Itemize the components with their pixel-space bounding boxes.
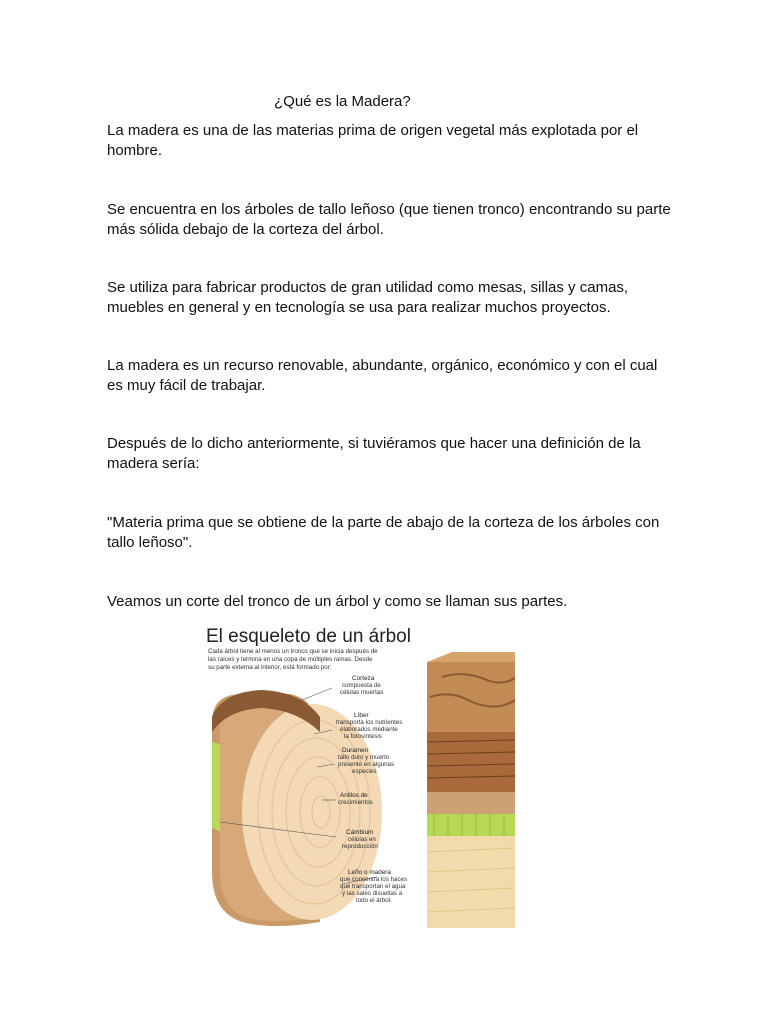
cambium-layer <box>212 742 220 832</box>
paragraph-5: Después de lo dicho anteriormente, si tuviéramos que hacer una definición de la madera sería: <box>107 435 641 472</box>
label-corteza-line-2: células muertas <box>340 689 384 696</box>
label-anillos-line-1: crecimientos <box>338 799 373 806</box>
paragraph-7: Veamos un corte del tronco de un árbol y como se llaman sus partes. <box>107 593 568 610</box>
label-leno-line-3: y las sales disueltas a <box>342 890 403 897</box>
tree-cross-section-figure <box>202 622 522 934</box>
paragraph-1: La madera es una de las materias prima de origen vegetal más explotada por el hombre. <box>107 122 639 159</box>
label-duramen-line-2: presente en algunas <box>338 761 395 768</box>
paragraph-4: La madera es un recurso renovable, abundante, orgánico, económico y con el cual es muy fácil de trabajar. <box>107 357 658 394</box>
label-duramen-line-3: especies <box>352 768 377 775</box>
paragraph-2: Se encuentra en los árboles de tallo leñoso (que tienen tronco) encontrando su parte más sólida debajo de la corteza del árbol. <box>107 201 671 238</box>
label-duramen-line-1: tallo duro y muerto <box>338 754 390 761</box>
figure-intro-line-3: su parte externa al interior, está formado por: <box>208 664 332 671</box>
figure-intro-line-1: Cada árbol tiene al menos un tronco que se inicia después de <box>208 648 378 655</box>
label-leno-line-2: que transportan el agua <box>340 883 406 890</box>
label-anillos: Anillos de <box>340 792 368 799</box>
cambium-band <box>427 814 515 836</box>
label-cambium-line-1: células en <box>348 836 376 843</box>
figure-title: El esqueleto de un árbol <box>206 626 411 647</box>
label-leno-line-1: que concentra los haces <box>340 876 408 883</box>
label-liber-line-1: transporta los nutrientes <box>336 719 403 726</box>
label-liber-line-3: la fotosíntesis <box>344 733 382 740</box>
label-cambium: Cámbium <box>346 829 374 836</box>
label-corteza: Corteza <box>352 675 375 682</box>
label-leno-line-4: todo el árbol. <box>356 897 392 904</box>
label-leno: Leño o madera <box>348 869 391 876</box>
figure-intro-line-2: las raíces y termina en una copa de múltiples ramas. Desde <box>208 656 373 663</box>
page-title: ¿Qué es la Madera? <box>274 93 411 110</box>
layer-detail-column <box>427 652 515 928</box>
paragraph-3: Se utiliza para fabricar productos de gran utilidad como mesas, sillas y camas, muebles en general y en tecnología se usa para realizar muchos proyectos. <box>107 279 629 316</box>
label-corteza-line-1: compuesta de <box>342 682 381 689</box>
paragraph-6: "Materia prima que se obtiene de la parte de abajo de la corteza de los árboles con tallo leñoso". <box>107 514 660 551</box>
label-liber: Líber <box>354 712 369 719</box>
label-duramen: Duramen <box>342 747 369 754</box>
label-cambium-line-2: reproducción <box>342 843 378 850</box>
label-liber-line-2: elaborados mediante <box>340 726 398 733</box>
